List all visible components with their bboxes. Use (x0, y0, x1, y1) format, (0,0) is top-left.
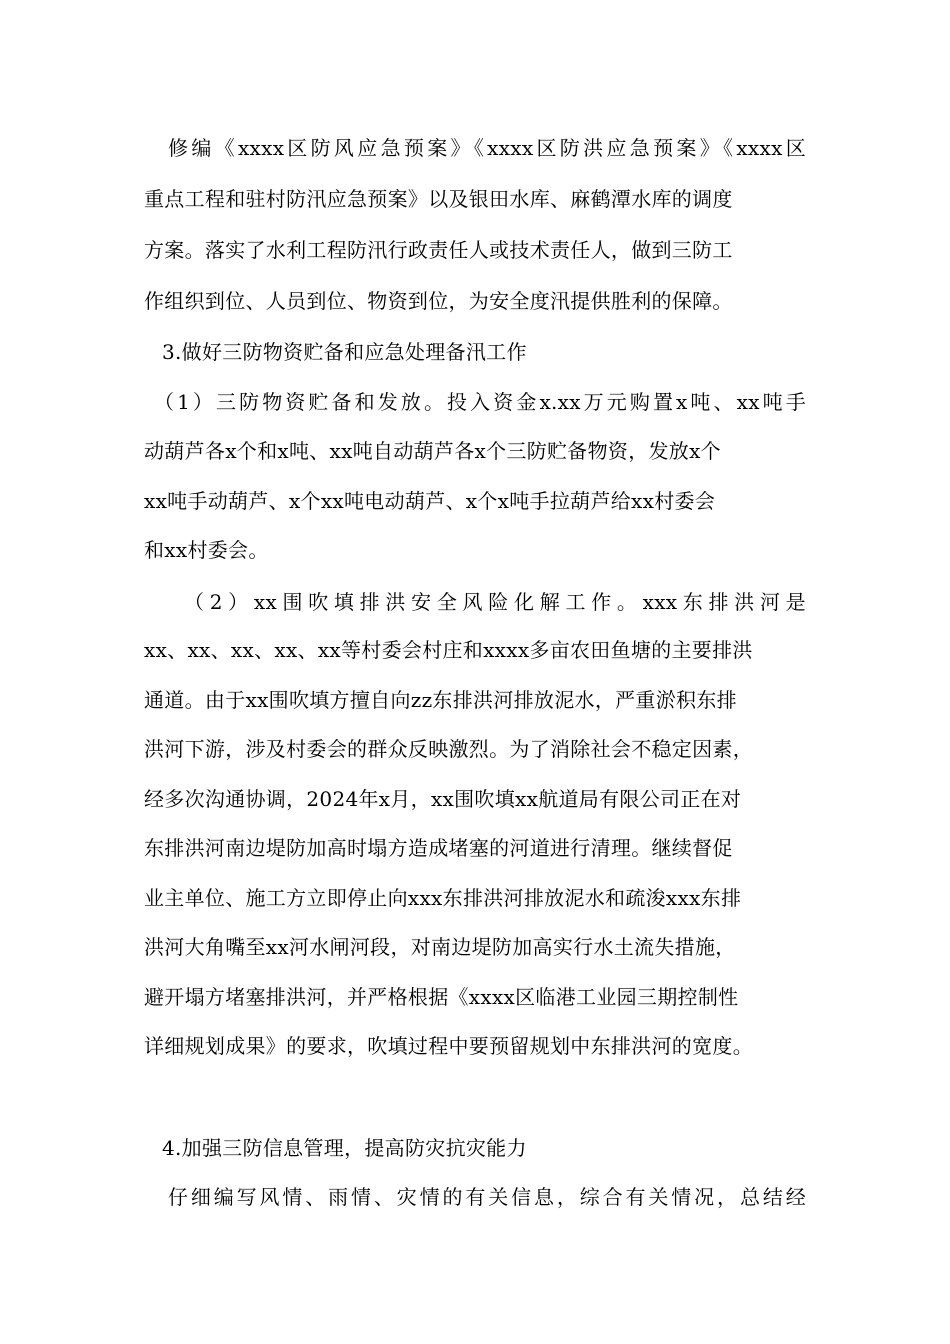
paragraph-1-line-3: 方案。落实了水利工程防汛行政责任人或技术责任人，做到三防工 (144, 238, 733, 262)
paragraph-2-line-4: 和xx村委会。 (144, 538, 269, 562)
paragraph-2-line-2: 动葫芦各x个和x吨、xx吨自动葫芦各x个三防贮备物资，发放x个 (144, 439, 721, 463)
paragraph-1-line-4: 作组织到位、人员到位、物资到位，为安全度汛提供胜利的保障。 (144, 289, 733, 313)
paragraph-3-line-9: 避开塌方堵塞排洪河，并严格根据《xxxx区临港工业园三期控制性 (144, 985, 739, 1009)
paragraph-3-line-6: 东排洪河南边堤防加高时塌方造成堵塞的河道进行清理。继续督促 (144, 836, 733, 860)
paragraph-3-line-4: 洪河下游，涉及村委会的群众反映激烈。为了消除社会不稳定因素， (144, 737, 753, 761)
paragraph-3-line-1: （2）xx围吹填排洪安全风险化解工作。xxx东排洪河是 (184, 590, 806, 614)
paragraph-2-line-1: （1）三防物资贮备和发放。投入资金x.xx万元购置x吨、xx吨手 (154, 390, 806, 414)
paragraph-3-line-10: 详细规划成果》的要求，吹填过程中要预留规划中东排洪河的宽度。 (144, 1034, 753, 1058)
paragraph-3-line-2: xx、xx、xx、xx、xx等村委会村庄和xxxx多亩农田鱼塘的主要排洪 (144, 638, 753, 662)
paragraph-3-line-7: 业主单位、施工方立即停止向xxx东排洪河排放泥水和疏浚xxx东排 (144, 886, 742, 910)
section-heading-4: 4.加强三防信息管理，提高防灾抗灾能力 (162, 1136, 527, 1160)
section-heading-3: 3.做好三防物资贮备和应急处理备汛工作 (162, 340, 527, 364)
paragraph-3-line-3: 通道。由于xx围吹填方擅自向zz东排洪河排放泥水，严重淤积东排 (144, 688, 737, 712)
paragraph-1-line-2: 重点工程和驻村防汛应急预案》以及银田水库、麻鹤潭水库的调度 (144, 187, 733, 211)
paragraph-1-line-1: 修编《xxxx区防风应急预案》《xxxx区防洪应急预案》《xxxx区 (168, 136, 806, 160)
paragraph-4-line-1: 仔细编写风情、雨情、灾情的有关信息，综合有关情况，总结经 (168, 1185, 806, 1209)
paragraph-2-line-3: xx吨手动葫芦、x个xx吨电动葫芦、x个x吨手拉葫芦给xx村委会 (144, 489, 716, 513)
paragraph-3-line-5: 经多次沟通协调，2024年x月，xx围吹填xx航道局有限公司正在对 (144, 787, 742, 811)
paragraph-3-line-8: 洪河大角嘴至xx河水闸河段，对南边堤防加高实行水土流失措施， (144, 935, 736, 959)
